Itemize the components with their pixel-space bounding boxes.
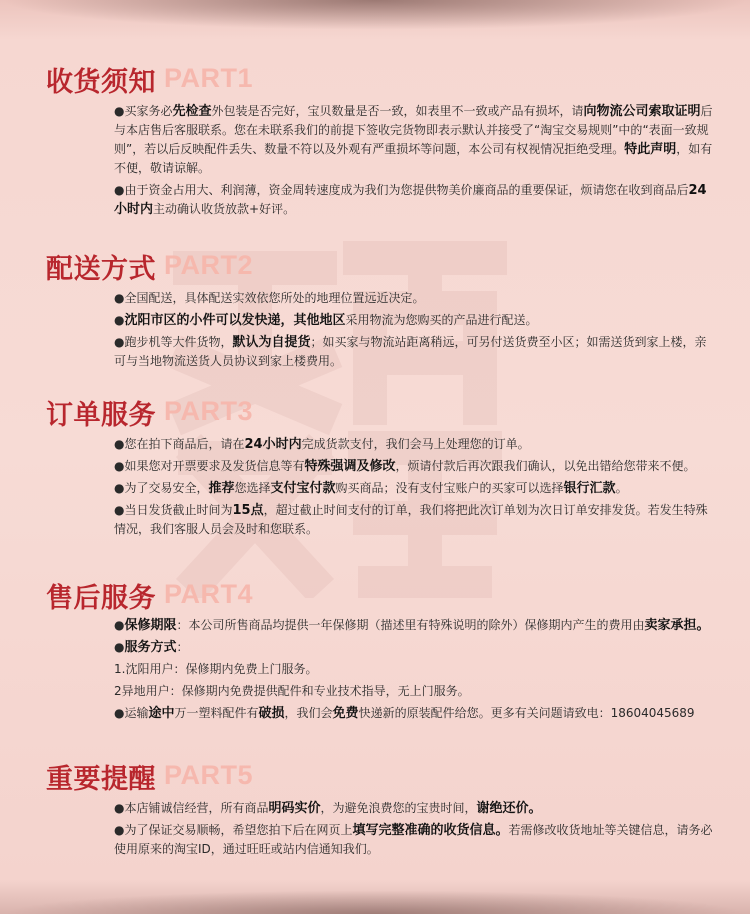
notice-item [114, 181, 714, 219]
section-title: 重要提醒 [46, 764, 156, 795]
item-text: ：本公司所售商品均提供一年保修期（描述里有特殊说明的除外）保修期内产生的费用由 [176, 618, 645, 632]
emphasis-text: 默认为自提货 [232, 335, 311, 350]
emphasis-text: 支付宝付款 [270, 481, 336, 496]
item-text: 后与本店售后客服联系。您在未联系我们的前提下签收完货物即表示默认并接受了“淘宝交易规则”中的“表面一致规则”，若以后反映配件丢失、数量不符以及外观有严重损坏等问题，本公司有权视情况拒绝受理。 [114, 104, 713, 156]
item-text: 采用物流为您购买的产品进行配送。 [345, 313, 538, 327]
emphasis-text: 沈阳市区的小件可以发快递，其他地区 [124, 313, 346, 328]
item-text: 若需修改收货地址等关键信息，请务必使用原来的淘宝ID，通过旺旺或站内信通知我们。 [114, 823, 713, 856]
item-text: ●由于资金占用大、利润薄，资金周转速度成为我们为您提供物美价廉商品的重要保证，烦请您在收到商品后 [114, 183, 689, 197]
section-part-label: PART4 [164, 579, 254, 609]
emphasis-text: 推荐 [208, 481, 235, 496]
section-body [114, 435, 714, 542]
notice-item [114, 333, 714, 371]
emphasis-text: 向物流公司索取证明 [583, 104, 701, 119]
item-text: 。 [615, 481, 628, 495]
emphasis-text: 谢绝还价。 [476, 801, 542, 816]
item-text: ● [114, 640, 125, 654]
top-shadow [0, 0, 750, 30]
section-body [114, 289, 714, 374]
section-body [114, 616, 714, 726]
emphasis-text: 特此声明 [624, 142, 677, 157]
emphasis-text: 24小时内 [244, 437, 302, 452]
section-part-label: PART5 [164, 760, 254, 790]
item-text: ；如买家与物流站距离稍远，可另付送货费至小区；如需送货到家上楼，亲可与当地物流送货人员协议到家上楼费用。 [114, 335, 707, 368]
section-body [114, 102, 714, 222]
item-text: 万一塑料配件有 [174, 706, 259, 720]
item-text: 外包装是否完好，宝贝数量是否一致，如表里不一致或产品有损坏，请 [211, 104, 584, 118]
item-text: ●如果您对开票要求及发货信息等有 [114, 459, 305, 473]
notice-item [114, 102, 714, 178]
emphasis-text: 保修期限 [124, 618, 177, 633]
emphasis-text: 24小时内 [114, 183, 707, 217]
item-text: ●买家务必 [114, 104, 173, 118]
notice-item [114, 682, 714, 701]
notice-item [114, 799, 714, 818]
item-text: ●为了交易安全， [114, 481, 209, 495]
item-text: ，超过截止时间支付的订单，我们将把此次订单划为次日订单安排发货。若发生特殊情况，我们客服人员会及时和您联系。 [114, 503, 708, 536]
item-text: ● [114, 313, 125, 327]
item-text: 主动确认收货放款+好评。 [153, 202, 296, 216]
section-title: 订单服务 [46, 400, 156, 431]
item-text: ： [176, 640, 189, 654]
notice-item [114, 289, 714, 308]
section-title: 收货须知 [46, 67, 156, 98]
section-part-label: PART1 [164, 63, 254, 93]
notice-item [114, 638, 714, 657]
item-text: ● [114, 618, 125, 632]
section-title: 售后服务 [46, 583, 156, 614]
emphasis-text: 卖家承担。 [644, 618, 710, 633]
item-text: 1.沈阳用户：保修期内免费上门服务。 [114, 662, 318, 676]
notice-item [114, 660, 714, 679]
item-text: ，为避免浪费您的宝贵时间， [320, 801, 477, 815]
item-text: ，如有不便，敬请谅解。 [114, 142, 713, 175]
emphasis-text: 15点 [232, 503, 264, 518]
notice-item [114, 311, 714, 330]
section-part-label: PART2 [164, 250, 254, 280]
emphasis-text: 明码实价 [268, 801, 321, 816]
emphasis-text: 银行汇款 [563, 481, 616, 496]
notice-item [114, 501, 714, 539]
item-text: ●当日发货截止时间为 [114, 503, 233, 517]
emphasis-text: 免费 [332, 706, 359, 721]
item-text: 购买商品；没有支付宝账户的买家可以选择 [335, 481, 564, 495]
section-body [114, 799, 714, 862]
emphasis-text: 服务方式 [124, 640, 177, 655]
notice-item [114, 821, 714, 859]
notice-item [114, 616, 714, 635]
item-text: ●您在拍下商品后，请在 [114, 437, 245, 451]
emphasis-text: 先检查 [172, 104, 212, 119]
item-text: 2异地用户：保修期内免费提供配件和专业技术指导，无上门服务。 [114, 684, 470, 698]
item-text: ●全国配送，具体配送实效依您所处的地理位置远近决定。 [114, 291, 425, 305]
item-text: ●本店铺诚信经营，所有商品 [114, 801, 269, 815]
item-text: ，烦请付款后再次跟我们确认，以免出错给您带来不便。 [395, 459, 696, 473]
section-part-label: PART3 [164, 396, 254, 426]
notice-item [114, 479, 714, 498]
item-text: 快递新的原装配件给您。更多有关问题请致电：18604045689 [358, 706, 695, 720]
section-title: 配送方式 [46, 254, 156, 285]
emphasis-text: 填写完整准确的收货信息。 [352, 823, 509, 838]
notice-item [114, 435, 714, 454]
notice-item [114, 704, 714, 723]
item-text: 完成货款支付，我们会马上处理您的订单。 [301, 437, 530, 451]
emphasis-text: 破损 [258, 706, 285, 721]
bottom-shadow [0, 890, 750, 914]
item-text: ●跑步机等大件货物， [114, 335, 233, 349]
item-text: ，我们会 [284, 706, 333, 720]
emphasis-text: 特殊强调及修改 [304, 459, 396, 474]
emphasis-text: 途中 [148, 706, 175, 721]
item-text: 您选择 [234, 481, 271, 495]
item-text: ●为了保证交易顺畅，希望您拍下后在网页上 [114, 823, 353, 837]
item-text: ●运输 [114, 706, 149, 720]
notice-item [114, 457, 714, 476]
